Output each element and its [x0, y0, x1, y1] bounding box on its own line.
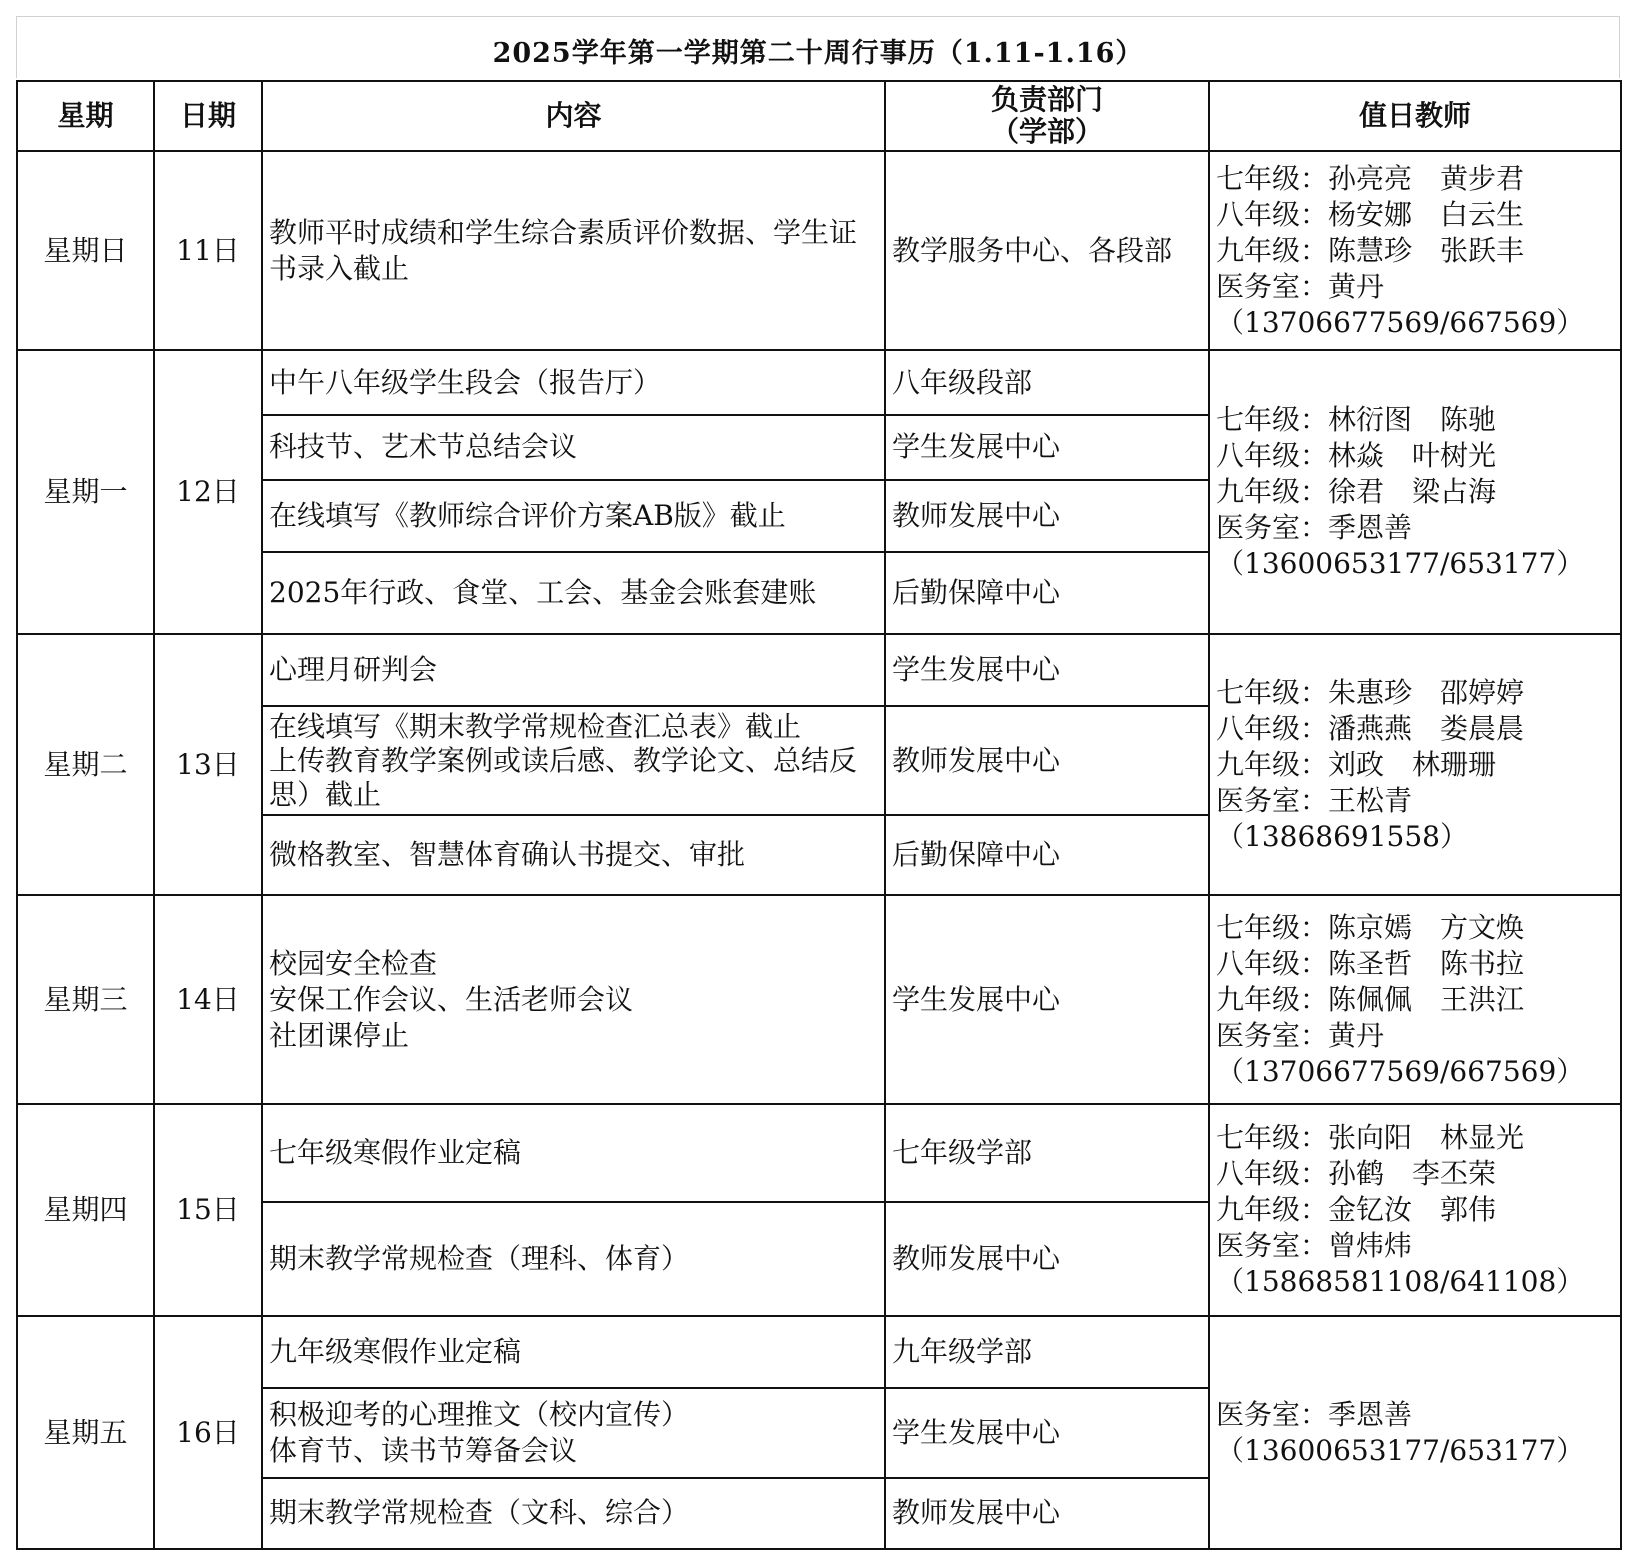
- dept-cell: 学生发展中心: [885, 415, 1209, 480]
- content-cell: 校园安全检查 安保工作会议、生活老师会议 社团课停止: [262, 895, 885, 1104]
- dept-cell: 教师发展中心: [885, 706, 1209, 815]
- content-cell: 九年级寒假作业定稿: [262, 1316, 885, 1388]
- dept-cell: 学生发展中心: [885, 634, 1209, 706]
- header-dept: [885, 81, 1209, 151]
- duty-cell: 七年级：林衍图 陈驰 八年级：林焱 叶树光 九年级：徐君 梁占海 医务室：季恩善 （13600653177/653177）: [1209, 350, 1621, 634]
- content-cell: 期末教学常规检查（理科、体育）: [262, 1202, 885, 1316]
- content-cell: 中午八年级学生段会（报告厅）: [262, 350, 885, 415]
- header-content: 内容: [262, 81, 885, 151]
- date-cell: 14日: [154, 895, 262, 1104]
- date-cell: 12日: [154, 350, 262, 634]
- weekday-cell: 星期四: [17, 1104, 154, 1316]
- content-cell: 七年级寒假作业定稿: [262, 1104, 885, 1202]
- dept-cell: 学生发展中心: [885, 895, 1209, 1104]
- content-cell: 期末教学常规检查（文科、综合）: [262, 1478, 885, 1549]
- duty-cell: 七年级：张向阳 林显光 八年级：孙鹤 李丕荣 九年级：金钇汝 郭伟 医务室：曾炜炜 （15868581108/641108）: [1209, 1104, 1621, 1316]
- date-cell: 16日: [154, 1316, 262, 1549]
- weekday-cell: 星期日: [17, 151, 154, 350]
- dept-cell: 教师发展中心: [885, 1478, 1209, 1549]
- schedule-table: [16, 80, 1622, 1550]
- content-cell: 微格教室、智慧体育确认书提交、审批: [262, 815, 885, 895]
- weekday-cell: 星期三: [17, 895, 154, 1104]
- weekday-cell: 星期五: [17, 1316, 154, 1549]
- dept-cell: 学生发展中心: [885, 1388, 1209, 1478]
- header-dept-line1: 负责部门: [990, 83, 1103, 116]
- table-row: [17, 350, 1621, 415]
- table-row: [17, 1104, 1621, 1202]
- dept-cell: 教师发展中心: [885, 1202, 1209, 1316]
- dept-cell: 九年级学部: [885, 1316, 1209, 1388]
- content-cell: 科技节、艺术节总结会议: [262, 415, 885, 480]
- weekday-cell: 星期二: [17, 634, 154, 895]
- content-cell: 积极迎考的心理推文（校内宣传） 体育节、读书节筹备会议: [262, 1388, 885, 1478]
- duty-cell: 医务室：季恩善 （13600653177/653177）: [1209, 1316, 1621, 1549]
- content-cell: 教师平时成绩和学生综合素质评价数据、学生证书录入截止: [262, 151, 885, 350]
- content-cell: 心理月研判会: [262, 634, 885, 706]
- header-duty: 值日教师: [1209, 81, 1621, 151]
- dept-cell: 后勤保障中心: [885, 815, 1209, 895]
- content-cell: 在线填写《期末教学常规检查汇总表》截止 上传教育教学案例或读后感、教学论文、总结反思）截止: [262, 706, 885, 815]
- dept-cell: 后勤保障中心: [885, 552, 1209, 634]
- header-weekday: 星期: [17, 81, 154, 151]
- content-cell: 2025年行政、食堂、工会、基金会账套建账: [262, 552, 885, 634]
- dept-cell: 七年级学部: [885, 1104, 1209, 1202]
- dept-cell: 教师发展中心: [885, 480, 1209, 552]
- date-cell: 15日: [154, 1104, 262, 1316]
- title-box: [16, 16, 1620, 78]
- table-row: [17, 634, 1621, 706]
- header-row: [17, 81, 1621, 151]
- duty-cell: 七年级：陈京嫣 方文焕 八年级：陈圣哲 陈书拉 九年级：陈佩佩 王洪江 医务室：黄丹 （13706677569/667569）: [1209, 895, 1621, 1104]
- table-row: [17, 1316, 1621, 1388]
- date-cell: 13日: [154, 634, 262, 895]
- weekday-cell: 星期一: [17, 350, 154, 634]
- date-cell: 11日: [154, 151, 262, 350]
- table-row: [17, 151, 1621, 350]
- content-cell: 在线填写《教师综合评价方案AB版》截止: [262, 480, 885, 552]
- duty-cell: 七年级：孙亮亮 黄步君 八年级：杨安娜 白云生 九年级：陈慧珍 张跃丰 医务室：黄丹 （13706677569/667569）: [1209, 151, 1621, 350]
- duty-cell: 七年级：朱惠珍 邵婷婷 八年级：潘燕燕 娄晨晨 九年级：刘政 林珊珊 医务室：王松青 （13868691558）: [1209, 634, 1621, 895]
- header-date: 日期: [154, 81, 262, 151]
- dept-cell: 教学服务中心、各段部: [885, 151, 1209, 350]
- dept-cell: 八年级段部: [885, 350, 1209, 415]
- page-title: 2025学年第一学期第二十周行事历（1.11-1.16）: [492, 38, 1144, 69]
- table-row: [17, 895, 1621, 1104]
- header-dept-line2: （学部）: [990, 115, 1103, 148]
